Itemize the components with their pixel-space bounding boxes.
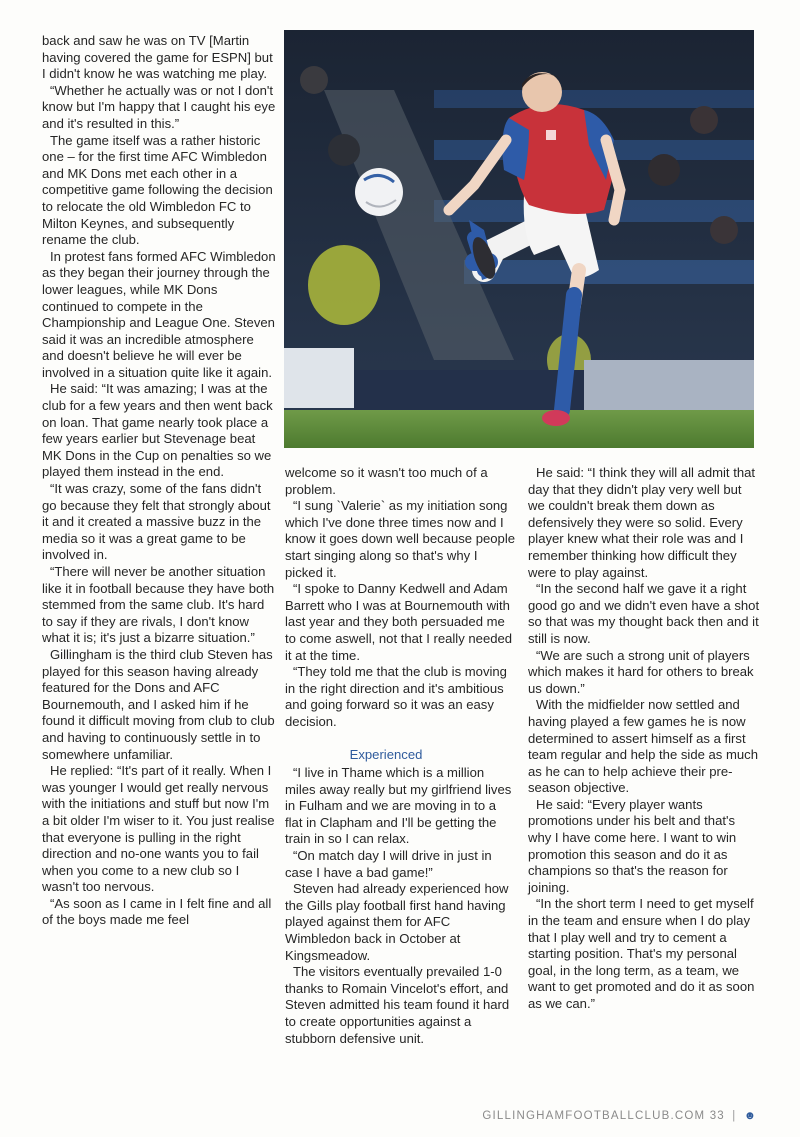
footer-website: GILLINGHAMFOOTBALLCLUB.COM bbox=[482, 1110, 706, 1122]
paragraph: He said: “Every player wants promotions under his belt and that's why I have come here. I want to win promotion this season and do it as champions so that's the reason for joining. bbox=[528, 796, 737, 895]
page-footer bbox=[482, 1110, 756, 1122]
paragraph: “Whether he actually was or not I don't know but I'm happy that I caught his eye and it's resulted in this.” bbox=[42, 82, 276, 131]
paragraph: “In the second half we gave it a right good go and we didn't even have a shot so that was my thought back then and it still is now. bbox=[528, 581, 760, 646]
paragraph: In protest fans formed AFC Wimbledon as they began their journey through the lower leagues, while MK Dons continued to compete in the Championship and League One. Steven said it was an incredible atmosphere and doesn't believe he will ever be involved in a situation quite like it again. bbox=[42, 248, 276, 380]
paragraph: “I live in Thame which is a million miles away really but my girlfriend lives in Fulham and we are moving in to a flat in Clapham and I'll be getting the train in so I can relax. bbox=[285, 765, 512, 847]
paragraph: “It was crazy, some of the fans didn't go because they felt that strongly about it and it created a massive buzz in the media so it was a great game to be involved in. bbox=[42, 481, 271, 563]
paragraph: back and saw he was on TV [Martin having covered the game for ESPN] but I didn't know he was watching me play. bbox=[42, 33, 273, 82]
article-column-3 bbox=[528, 465, 760, 1013]
paragraph: Steven had already experienced how the Gills play football first hand having played against them for AFC Wimbledon back in October at Kingsmeadow. bbox=[285, 881, 509, 963]
player-photo bbox=[284, 30, 754, 448]
article-column-1 bbox=[42, 33, 276, 929]
paragraph: “I spoke to Danny Kedwell and Adam Barrett who I was at Bournemouth with last year and they both persuaded me to come aswell, not that I really needed it at the time. bbox=[285, 581, 513, 663]
paragraph: “In the short term I need to get myself in the team and ensure when I do play that I play well and try to cement a starting position. That's my personal goal, in the long term, as a team, we want to get promoted and do it as soon as we can.” bbox=[528, 896, 755, 1011]
footer-separator: | bbox=[732, 1110, 737, 1122]
subheading: Experienced bbox=[349, 746, 423, 762]
paragraph: With the midfielder now settled and having played a few games he is now determined to assert himself as a first team regular and help the side as much as he can to help achieve their pre-season objective. bbox=[528, 697, 759, 796]
paragraph: He replied: “It's part of it really. When I was younger I would get really nervous with the initiations and stuff but now I'm a bit older I'm wiser to it. You just realise that everyone is pulling in the right direction and no-one wants you to fail when you come to a new club so I wasn't too nervous. bbox=[42, 763, 275, 895]
paragraph: “We are such a strong unit of players which makes it hard for others to break us down.” bbox=[528, 647, 754, 696]
footballer-kicking-image bbox=[284, 30, 754, 448]
paragraph: “As soon as I came in I felt fine and all of the boys made me feel bbox=[42, 895, 272, 928]
paragraph: “They told me that the club is moving in the right direction and it's ambitious and going forward so it was an easy decision. bbox=[285, 664, 507, 729]
paragraph: The visitors eventually prevailed 1-0 thanks to Romain Vincelot's effort, and Steven admitted his team found it hard to create opportunities against a stubborn defensive unit. bbox=[285, 964, 510, 1046]
paragraph: “On match day I will drive in just in case I have a bad game!” bbox=[285, 848, 492, 880]
paragraph: “There will never be another situation like it in football because they have both stemmed from the same club. It's hard to say if they are rivals, I don't know what it is; it's just a bizarre situation.” bbox=[42, 564, 275, 646]
paragraph: Gillingham is the third club Steven has played for this season having already featured for the Dons and AFC Bournemouth, and I asked him if he found it difficult moving from club to club and having to continuously settle in to somewhere unfamiliar. bbox=[42, 646, 275, 762]
paragraph: “I sung `Valerie` as my initiation song which I've done three times now and I know it goes down well because people start singing along so that's why I picked it. bbox=[285, 498, 516, 580]
paragraph: welcome so it wasn't too much of a problem. bbox=[285, 465, 488, 497]
article-column-2 bbox=[285, 465, 517, 1047]
paragraph: He said: “It was amazing; I was at the club for a few years and then went back on loan. That game nearly took place a few years earlier but Stevenage beat MK Dons in the Cup on penalties so we played them instead in the end. bbox=[42, 381, 273, 480]
page-number: 33 bbox=[709, 1110, 725, 1122]
paragraph: He said: “I think they will all admit that day that they didn't play very well but we couldn't break them down as defensively they were so solid. Every player knew what their role was and I remember thinking how difficult they were to play against. bbox=[528, 465, 756, 580]
paragraph: The game itself was a rather historic one – for the first time AFC Wimbledon and MK Dons met each other in a competitive game following the decision to relocate the old Wimbledon FC to Milton Keynes, and subsequently rename the club. bbox=[42, 132, 273, 248]
club-logo-icon: ☻ bbox=[743, 1110, 756, 1122]
